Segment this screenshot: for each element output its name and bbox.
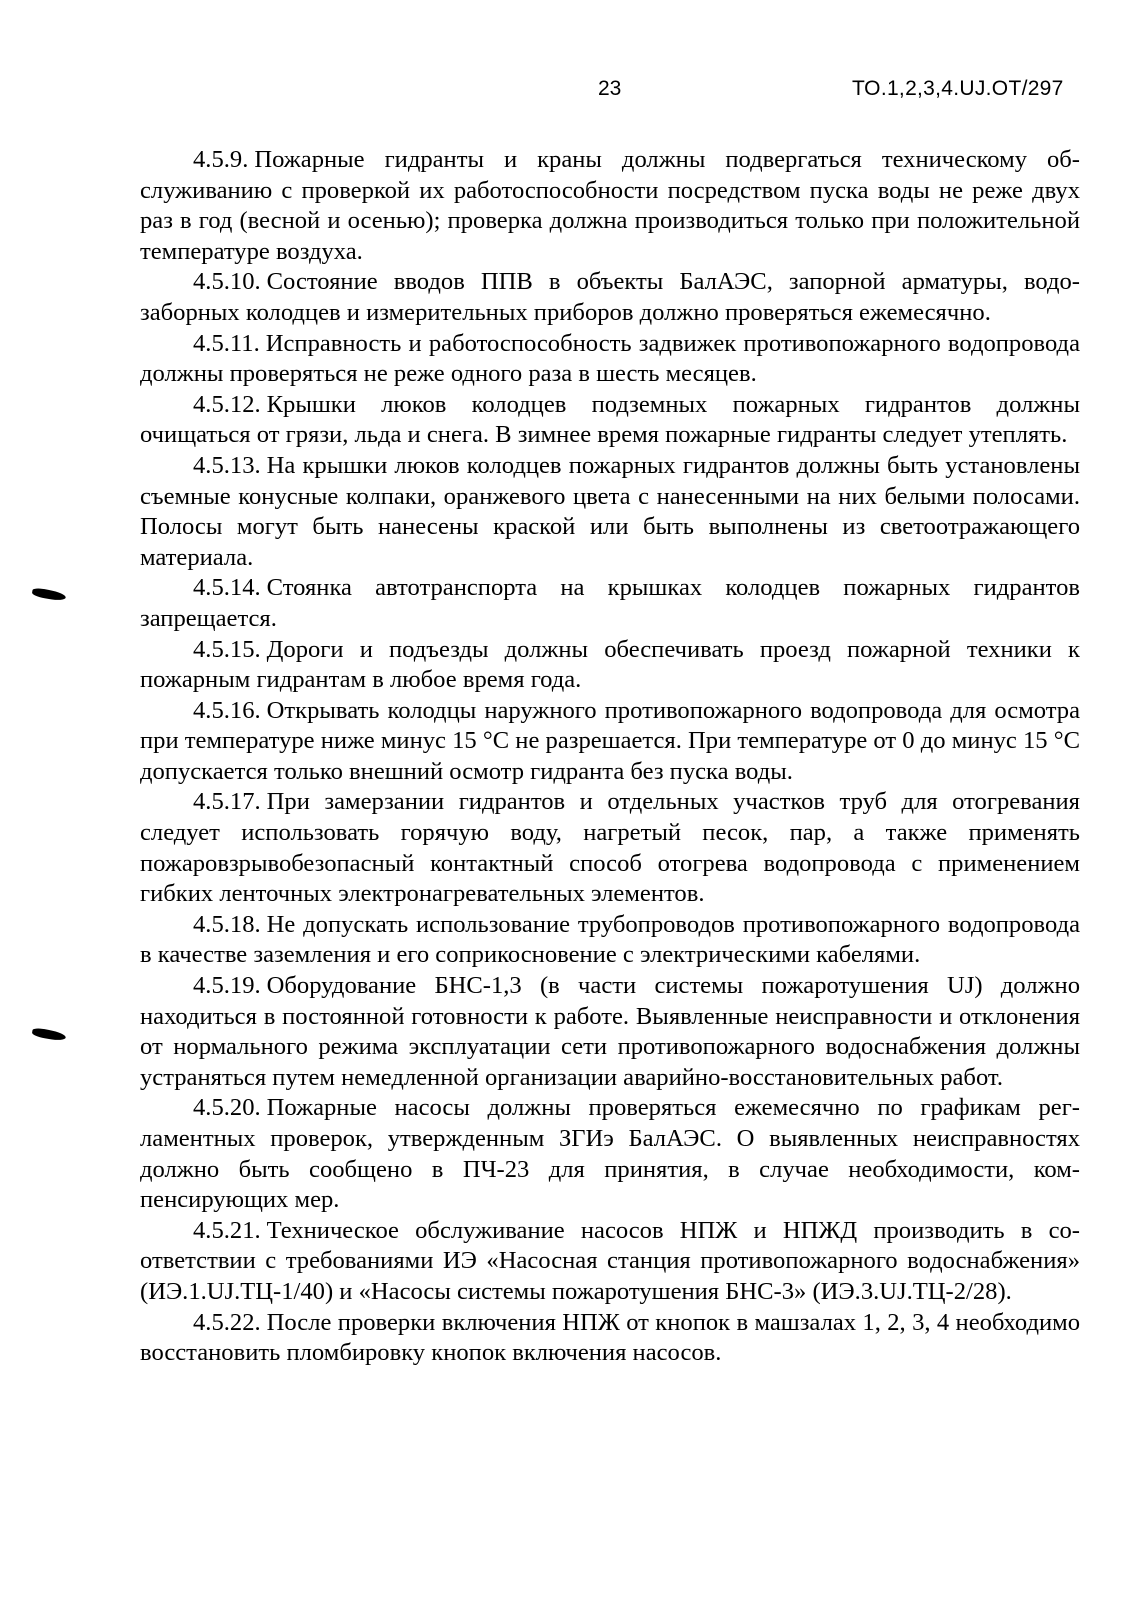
paragraph-4-5-12 bbox=[140, 390, 1080, 451]
page-number: 23 bbox=[598, 77, 622, 100]
paragraph-4-5-17 bbox=[140, 787, 1080, 909]
paragraph-text: Пожарные гидранты и краны должны подвергаться техническому обслуживанию с проверкой их работоспособности посредством пуска воды не реже двух раз в год (весной и осенью); проверка должна производиться только при положительной температуре воздуха. bbox=[140, 146, 1080, 265]
paragraph-text: Оборудование БНС-1,3 (в части системы пожаротушения UJ) должно находиться в постоянной готовности к работе. Выявленные неисправности и отклонения от нормального режима эксплуатации сети противопожарного водоснабжения должны устраняться путем немедленной организации аварийно-восстановительных работ. bbox=[140, 972, 1080, 1091]
paragraph-4-5-16 bbox=[140, 696, 1080, 788]
paragraph-4-5-19 bbox=[140, 971, 1080, 1093]
paragraph-number: 4.5.13. bbox=[193, 451, 261, 479]
paragraph-text: На крышки люков колодцев пожарных гидрантов должны быть установлены съемные конусные колпаки, оранжевого цвета с нанесенными на них белыми полосами. Полосы могут быть нанесены краской или быть выполнены из светоотражающего материала. bbox=[140, 451, 1080, 571]
paragraph-text: Состояние вводов ППВ в объекты БалАЭС, запорной арматуры, водозаборных колодцев и измерительных приборов должно проверяться ежемесячно. bbox=[140, 268, 1080, 326]
paragraph-number: 4.5.12. bbox=[193, 390, 261, 418]
scan-artifact-mark bbox=[31, 1027, 66, 1042]
paragraph-4-5-13 bbox=[140, 451, 1080, 573]
paragraph-text: При замерзании гидрантов и отдельных участков труб для отогревания следует использовать горячую воду, нагретый песок, пар, а также применять пожаровзрывобезопасный контактный способ отогрева водопровода с применением гибких ленточных электронагревательных элементов. bbox=[140, 788, 1080, 908]
paragraph-text: Крышки люков колодцев подземных пожарных гидрантов должны очищаться от грязи, льда и снега. В зимнее время пожарные гидранты следует утеплять. bbox=[140, 390, 1080, 449]
paragraph-4-5-20 bbox=[140, 1093, 1080, 1215]
paragraph-text: Дороги и подъезды должны обеспечивать проезд пожарной техники к пожарным гидрантам в любое время года. bbox=[140, 635, 1080, 694]
paragraph-text: Пожарные насосы должны проверяться ежемесячно по графикам регламентных проверок, утвержденным ЗГИэ БалАЭС. О выявленных неисправностях должно быть сообщено в ПЧ-23 для принятия, в случае необходимости, компенсирующих мер. bbox=[140, 1094, 1080, 1214]
paragraph-number: 4.5.11. bbox=[193, 329, 260, 357]
paragraph-4-5-15 bbox=[140, 635, 1080, 696]
paragraph-4-5-21 bbox=[140, 1216, 1080, 1308]
paragraph-number: 4.5.19. bbox=[193, 972, 261, 1000]
paragraph-4-5-18 bbox=[140, 910, 1080, 971]
paragraph-number: 4.5.14. bbox=[193, 574, 261, 602]
paragraph-number: 4.5.16. bbox=[193, 696, 261, 724]
paragraph-text: После проверки включения НПЖ от кнопок в машзалах 1, 2, 3, 4 необходимо восстановить пломбировку кнопок включения насосов. bbox=[140, 1308, 1080, 1367]
paragraph-number: 4.5.15. bbox=[193, 635, 261, 663]
paragraph-number: 4.5.21. bbox=[193, 1216, 261, 1244]
paragraph-number: 4.5.10. bbox=[193, 268, 261, 296]
paragraph-number: 4.5.20. bbox=[193, 1094, 261, 1122]
paragraph-4-5-10 bbox=[140, 267, 1080, 328]
paragraph-text: Техническое обслуживание насосов НПЖ и НПЖД производить в соответствии с требованиями ИЭ «Насосная станция противопожарного водоснабжения» (ИЭ.1.UJ.ТЦ-1/40) и «Насосы системы пожаротушения БНС-3» (ИЭ.3.UJ.ТЦ-2/28). bbox=[140, 1216, 1080, 1305]
paragraph-text: Стоянка автотранспорта на крышках колодцев пожарных гидрантов запрещается. bbox=[140, 574, 1080, 632]
paragraph-4-5-14 bbox=[140, 573, 1080, 634]
paragraph-4-5-9 bbox=[140, 145, 1080, 267]
paragraph-text: Не допускать использование трубопроводов противопожарного водопровода в качестве заземления и его соприкосновение с электрическими кабелями. bbox=[140, 910, 1080, 969]
paragraph-text: Исправность и работоспособность задвижек противопожарного водопровода должны проверяться не реже одного раза в шесть месяцев. bbox=[140, 329, 1080, 388]
paragraph-4-5-11 bbox=[140, 329, 1080, 390]
paragraph-number: 4.5.18. bbox=[193, 910, 261, 938]
scan-artifact-mark bbox=[31, 587, 66, 602]
paragraph-4-5-22 bbox=[140, 1308, 1080, 1369]
document-code: ТО.1,2,3,4.UJ.ОТ/297 bbox=[852, 77, 1064, 100]
paragraph-number: 4.5.9. bbox=[193, 146, 249, 173]
paragraph-number: 4.5.17. bbox=[193, 788, 261, 816]
paragraph-number: 4.5.22. bbox=[193, 1308, 261, 1336]
paragraph-text: Открывать колодцы наружного противопожарного водопровода для осмотра при температуре ниже минус 15 °С не разрешается. При температуре от 0 до минус 15 °С допускается только внешний осмотр гидранта без пуска воды. bbox=[140, 696, 1080, 785]
page-header bbox=[0, 73, 1141, 109]
document-body bbox=[140, 145, 1080, 1369]
